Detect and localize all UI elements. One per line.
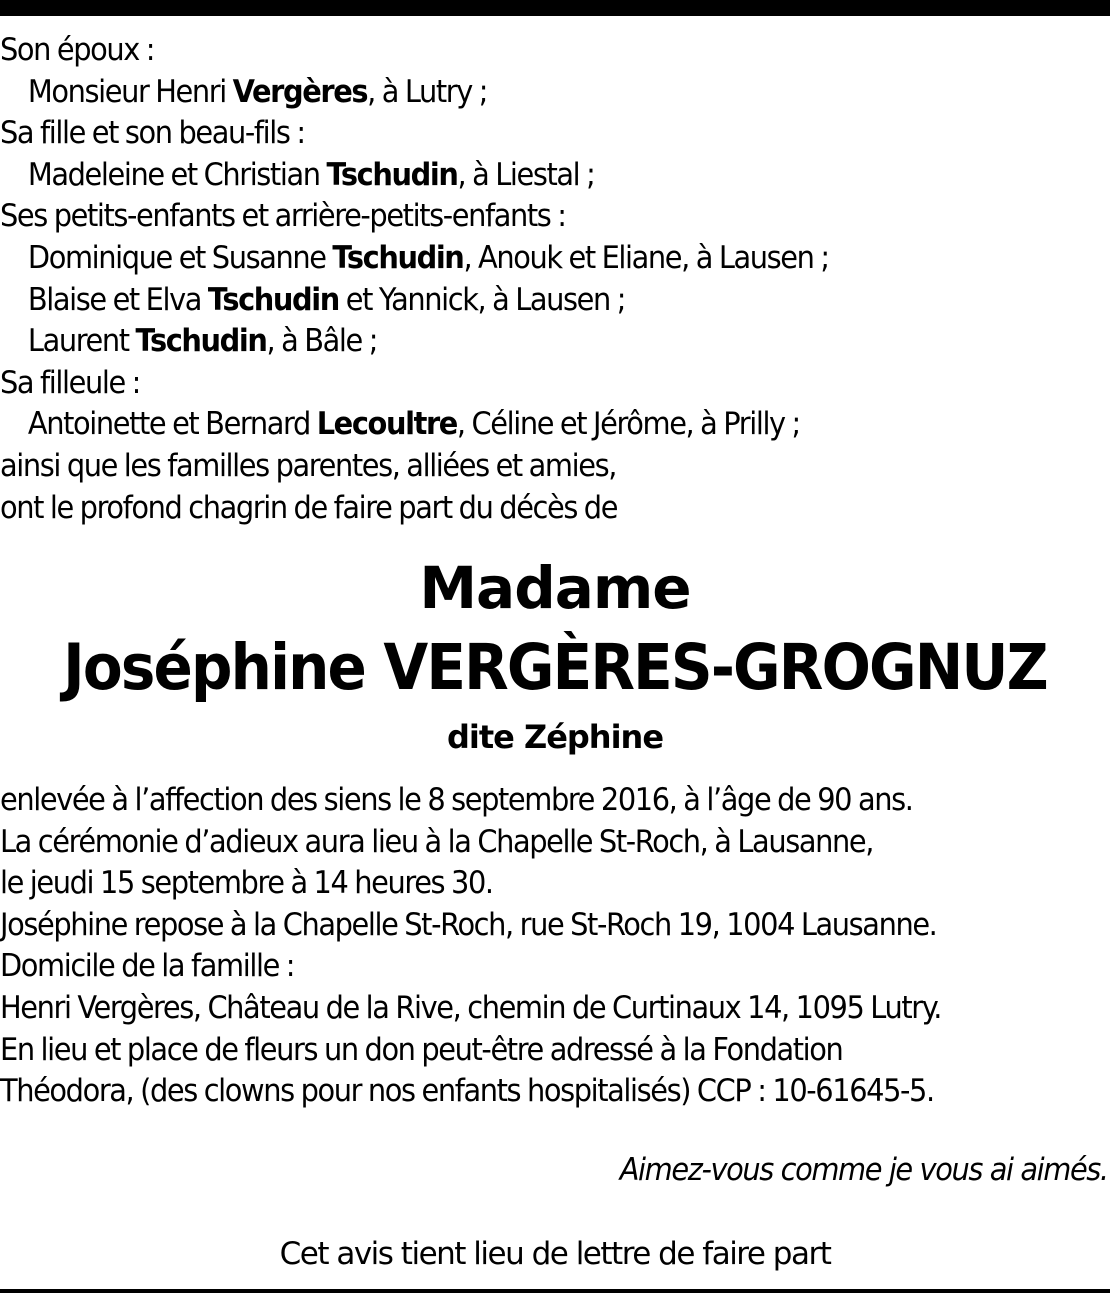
deceased-title: Madame bbox=[419, 554, 691, 622]
daughter-entry: Madeleine et Christian Tschudin, à Liestal ; bbox=[27, 156, 595, 193]
detail-line: Théodora, (des clowns pour nos enfants hospitalisés) CCP : 10-61645-5. bbox=[0, 1073, 934, 1110]
detail-line: La cérémonie d’adieux aura lieu à la Chapelle St-Roch, à Lausanne, bbox=[0, 823, 873, 860]
grandchild-entry: Dominique et Susanne Tschudin, Anouk et Eliane, à Lausen ; bbox=[27, 239, 829, 276]
spouse-entry: Monsieur Henri Vergères, à Lutry ; bbox=[27, 73, 488, 110]
daughter-heading: Sa fille et son beau-fils : bbox=[0, 115, 305, 152]
detail-line: Domicile de la famille : bbox=[0, 948, 295, 985]
deceased-name: Joséphine VERGÈRES-GROGNUZ bbox=[63, 631, 1047, 704]
family-list bbox=[0, 30, 829, 529]
grandchild-entry: Blaise et Elva Tschudin et Yannick, à Lausen ; bbox=[27, 281, 626, 318]
grandchildren-heading: Ses petits-enfants et arrière-petits-enfants : bbox=[0, 198, 566, 235]
goddaughter-heading: Sa filleule : bbox=[0, 364, 140, 401]
grandchild-entry: Laurent Tschudin, à Bâle ; bbox=[27, 323, 378, 360]
deceased-nickname: dite Zéphine bbox=[446, 718, 664, 756]
closing-line: ont le profond chagrin de faire part du décès de bbox=[0, 489, 618, 526]
top-rule bbox=[0, 0, 1110, 16]
footer-note: Cet avis tient lieu de lettre de faire part bbox=[279, 1236, 831, 1272]
surname: Vergères bbox=[232, 73, 368, 110]
surname: Lecoultre bbox=[316, 406, 457, 443]
detail-line: Joséphine repose à la Chapelle St-Roch, rue St-Roch 19, 1004 Lausanne. bbox=[0, 906, 937, 943]
surname: Tschudin bbox=[332, 239, 464, 276]
surname: Tschudin bbox=[326, 156, 458, 193]
detail-line: le jeudi 15 septembre à 14 heures 30. bbox=[0, 865, 493, 902]
spouse-heading: Son époux : bbox=[0, 32, 155, 68]
closing-line: ainsi que les familles parentes, alliées et amies, bbox=[0, 447, 616, 484]
detail-line: enlevée à l’affection des siens le 8 septembre 2016, à l’âge de 90 ans. bbox=[0, 782, 913, 818]
surname: Tschudin bbox=[207, 281, 339, 318]
motto-quote: Aimez-vous comme je vous ai aimés. bbox=[620, 1152, 1108, 1188]
goddaughter-entry: Antoinette et Bernard Lecoultre, Céline et Jérôme, à Prilly ; bbox=[27, 406, 800, 443]
surname: Tschudin bbox=[135, 323, 267, 360]
ceremony-details bbox=[0, 780, 941, 1113]
bottom-rule bbox=[0, 1289, 1110, 1293]
detail-line: En lieu et place de fleurs un don peut-être adressé à la Fondation bbox=[0, 1031, 843, 1068]
detail-line: Henri Vergères, Château de la Rive, chemin de Curtinaux 14, 1095 Lutry. bbox=[0, 989, 942, 1026]
